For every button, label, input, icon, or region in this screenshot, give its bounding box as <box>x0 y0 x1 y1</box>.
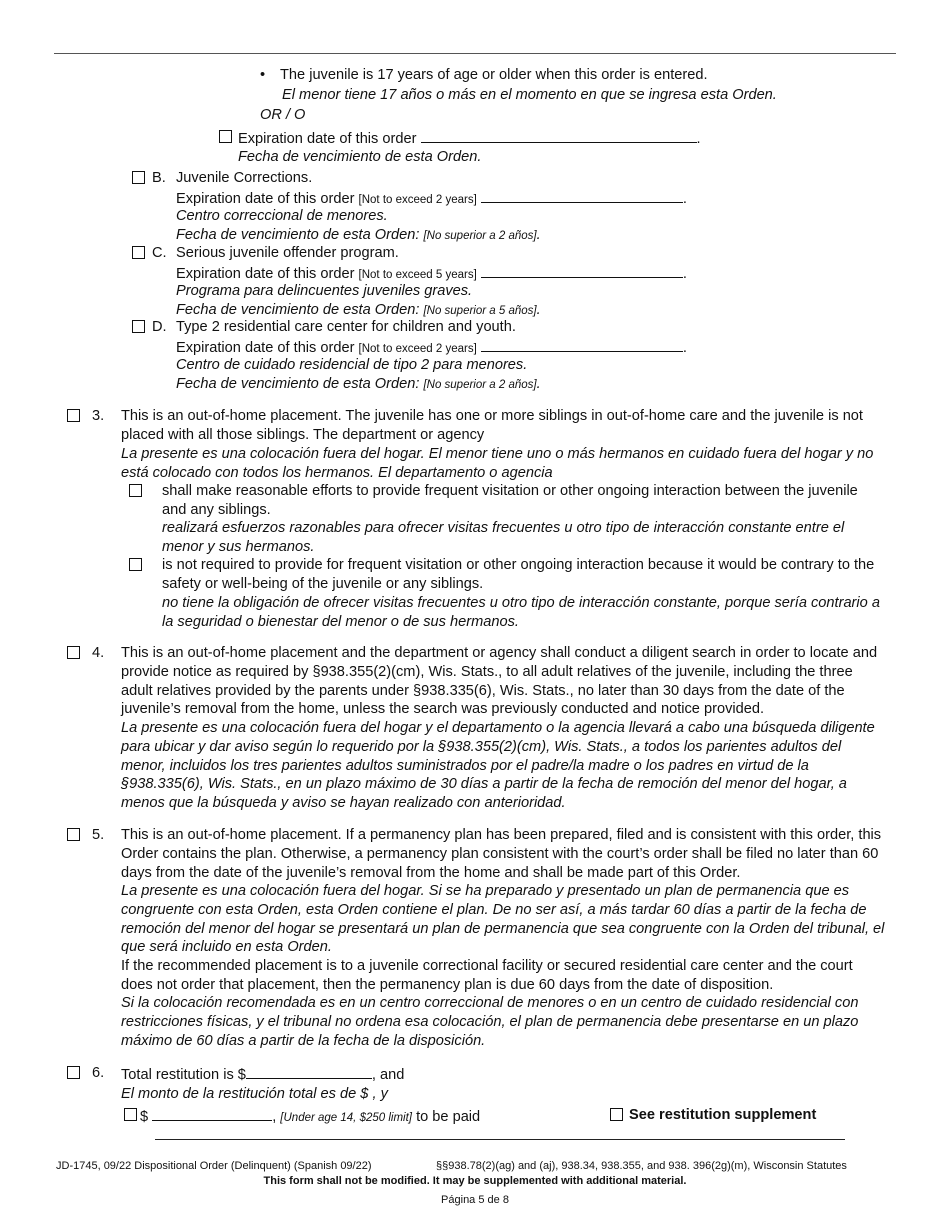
modification-notice: This form shall not be modified. It may be supplemented with additional material. <box>263 1175 687 1187</box>
expiration-date-field[interactable] <box>421 128 697 143</box>
item-6-number: 6. <box>92 1065 105 1081</box>
item-4-checkbox[interactable] <box>67 646 80 659</box>
bullet-dot: • <box>260 67 266 83</box>
total-restitution-field[interactable] <box>246 1064 372 1079</box>
item-3-option-2-checkbox[interactable] <box>129 558 142 571</box>
restitution-supplement-checkbox[interactable] <box>610 1108 623 1121</box>
option-c-date-field[interactable] <box>481 263 683 278</box>
total-restitution-es: El monto de la restitución total es de $ , y <box>121 1086 388 1102</box>
item-4-text-es: La presente es una colocación fuera del hogar y el departamento o la agencia llevará a cabo una búsqueda diligente para ubicar y dar aviso según lo requerido por la §938.355(2)(cm), Wis. Stats., a todos los parientes adultos del menor, incluidos los tres parientes adultos suministrados por el padre/la madre o los padres en virtud de la §938.335(6), Wis. Stats., en un plazo máximo de 30 días a partir de la fecha de remoción del menor del hogar, a menos que la búsqueda y aviso se hayan realizado con anterioridad. <box>121 720 875 812</box>
option-d-letter: D. <box>152 319 167 335</box>
option-b-date-field[interactable] <box>481 188 683 203</box>
statutes: §§938.78(2)(ag) and (aj), 938.34, 938.355, and 938. 396(2g)(m), Wisconsin Statutes <box>436 1160 847 1172</box>
under-age-checkbox[interactable] <box>124 1108 137 1121</box>
expiration-label: Expiration date of this order . <box>238 128 701 149</box>
option-b-letter: B. <box>152 170 166 186</box>
form-id: JD-1745, 09/22 Dispositional Order (Delinquent) (Spanish 09/22) <box>56 1160 372 1172</box>
option-d-expiration: Expiration date of this order [Not to exceed 2 years] . <box>176 337 687 359</box>
item-4-number: 4. <box>92 645 105 661</box>
bottom-rule <box>155 1139 845 1140</box>
under-age-amount: $ , [Under age 14, $250 limit] to be paid <box>140 1106 480 1128</box>
item-4-text-en: This is an out-of-home placement and the department or agency shall conduct a diligent search in order to locate and provide notice as required by §938.355(2)(cm), Wis. Stats., to all adult relatives of the juvenile, including the three adult relatives provided by the parents under §938.335(6), Wis. Stats., no later than 30 days from the date of the juvenile’s removal from the home, unless the search was previously conducted and notice provided. <box>121 645 878 718</box>
option-c-letter: C. <box>152 245 167 261</box>
option-d-title-es: Centro de cuidado residencial de tipo 2 para menores. <box>176 357 528 373</box>
option-c-expiration-es: Fecha de vencimiento de esta Orden: [No superior a 5 años]. <box>176 302 541 318</box>
option-c-title: Serious juvenile offender program. <box>176 245 399 261</box>
item-3-number: 3. <box>92 408 105 424</box>
item-5-text-en-2: If the recommended placement is to a juvenile correctional facility or secured residential care center and the court does not order that placement, then the permanency plan is due 60 days from the date of disposition. <box>121 958 853 993</box>
item-3-option-1-es: realizará esfuerzos razonables para ofrecer visitas frecuentes u otro tipo de interacción constante entre el menor y sus hermanos. <box>162 520 845 555</box>
top-rule <box>54 53 896 54</box>
item-3-option-2-es: no tiene la obligación de ofrecer visitas frecuentes u otro tipo de interacción constante, porque sería contrario a la seguridad o bienestar del menor o de sus hermanos. <box>162 595 880 630</box>
option-b-title-es: Centro correccional de menores. <box>176 208 388 224</box>
option-d-title: Type 2 residential care center for children and youth. <box>176 319 516 335</box>
restitution-supplement-label: See restitution supplement <box>629 1107 817 1123</box>
bullet-text-en: The juvenile is 17 years of age or older when this order is entered. <box>280 67 708 83</box>
under-age-amount-field[interactable] <box>152 1106 272 1121</box>
or-separator: OR / O <box>260 107 306 123</box>
page-number: Página 5 de 8 <box>441 1194 509 1206</box>
option-b-expiration-es: Fecha de vencimiento de esta Orden: [No superior a 2 años]. <box>176 227 541 243</box>
option-b-title: Juvenile Corrections. <box>176 170 313 186</box>
option-b-checkbox[interactable] <box>132 171 145 184</box>
option-c-checkbox[interactable] <box>132 246 145 259</box>
option-d-expiration-es: Fecha de vencimiento de esta Orden: [No superior a 2 años]. <box>176 376 541 392</box>
item-3-option-2-en: is not required to provide for frequent visitation or other ongoing interaction because it would be contrary to the safety or well-being of the juvenile or any siblings. <box>162 557 875 592</box>
option-d-date-field[interactable] <box>481 337 683 352</box>
item-3-text-es: La presente es una colocación fuera del hogar. El menor tiene uno o más hermanos en cuidado fuera del hogar y no está colocado con todos los hermanos. El departamento o agencia <box>121 446 874 481</box>
expiration-label-es: Fecha de vencimiento de esta Orden. <box>238 149 482 165</box>
option-b-expiration: Expiration date of this order [Not to exceed 2 years] . <box>176 188 687 210</box>
option-c-expiration: Expiration date of this order [Not to exceed 5 years] . <box>176 263 687 285</box>
total-restitution: Total restitution is $ , and <box>121 1064 404 1085</box>
item-5-text-en: This is an out-of-home placement. If a permanency plan has been prepared, filed and is consistent with this order, this Order contains the plan. Otherwise, a permanency plan consistent with the court’s order shall be filed no later than 60 days from the date of the juvenile’s removal from the home and shall be made part of this Order. <box>121 827 882 881</box>
item-5-number: 5. <box>92 827 105 843</box>
item-5-checkbox[interactable] <box>67 828 80 841</box>
item-3-option-1-en: shall make reasonable efforts to provide frequent visitation or other ongoing interaction between the juvenile and any siblings. <box>162 483 858 518</box>
item-3-checkbox[interactable] <box>67 409 80 422</box>
option-c-title-es: Programa para delincuentes juveniles graves. <box>176 283 473 299</box>
item-5-text-es-2: Si la colocación recomendada es en un centro correccional de menores o en un centro de cuidado residencial con restricciones físicas, y el tribunal no ordena esa colocación, el plan de permanencia debe presentarse en un plazo máximo de 60 días a partir de la fecha de la disposición. <box>121 995 859 1049</box>
item-3-option-1-checkbox[interactable] <box>129 484 142 497</box>
item-6-checkbox[interactable] <box>67 1066 80 1079</box>
bullet-text-es: El menor tiene 17 años o más en el momento en que se ingresa esta Orden. <box>282 87 777 103</box>
expiration-checkbox[interactable] <box>219 130 232 143</box>
item-5-text-es: La presente es una colocación fuera del hogar. Si se ha preparado y presentado un plan de permanencia que es congruente con esta Orden, esta Orden contiene el plan. De no ser así, a más tardar 60 días a partir de la fecha de remoción del menor del hogar se presentará un plan de permanencia que sea congruente con la Orden del tribunal, el que será incluido en esta Orden. <box>121 883 885 956</box>
item-3-text-en: This is an out-of-home placement. The juvenile has one or more siblings in out-of-home care and the juvenile is not placed with all those siblings. The department or agency <box>121 408 863 443</box>
option-d-checkbox[interactable] <box>132 320 145 333</box>
